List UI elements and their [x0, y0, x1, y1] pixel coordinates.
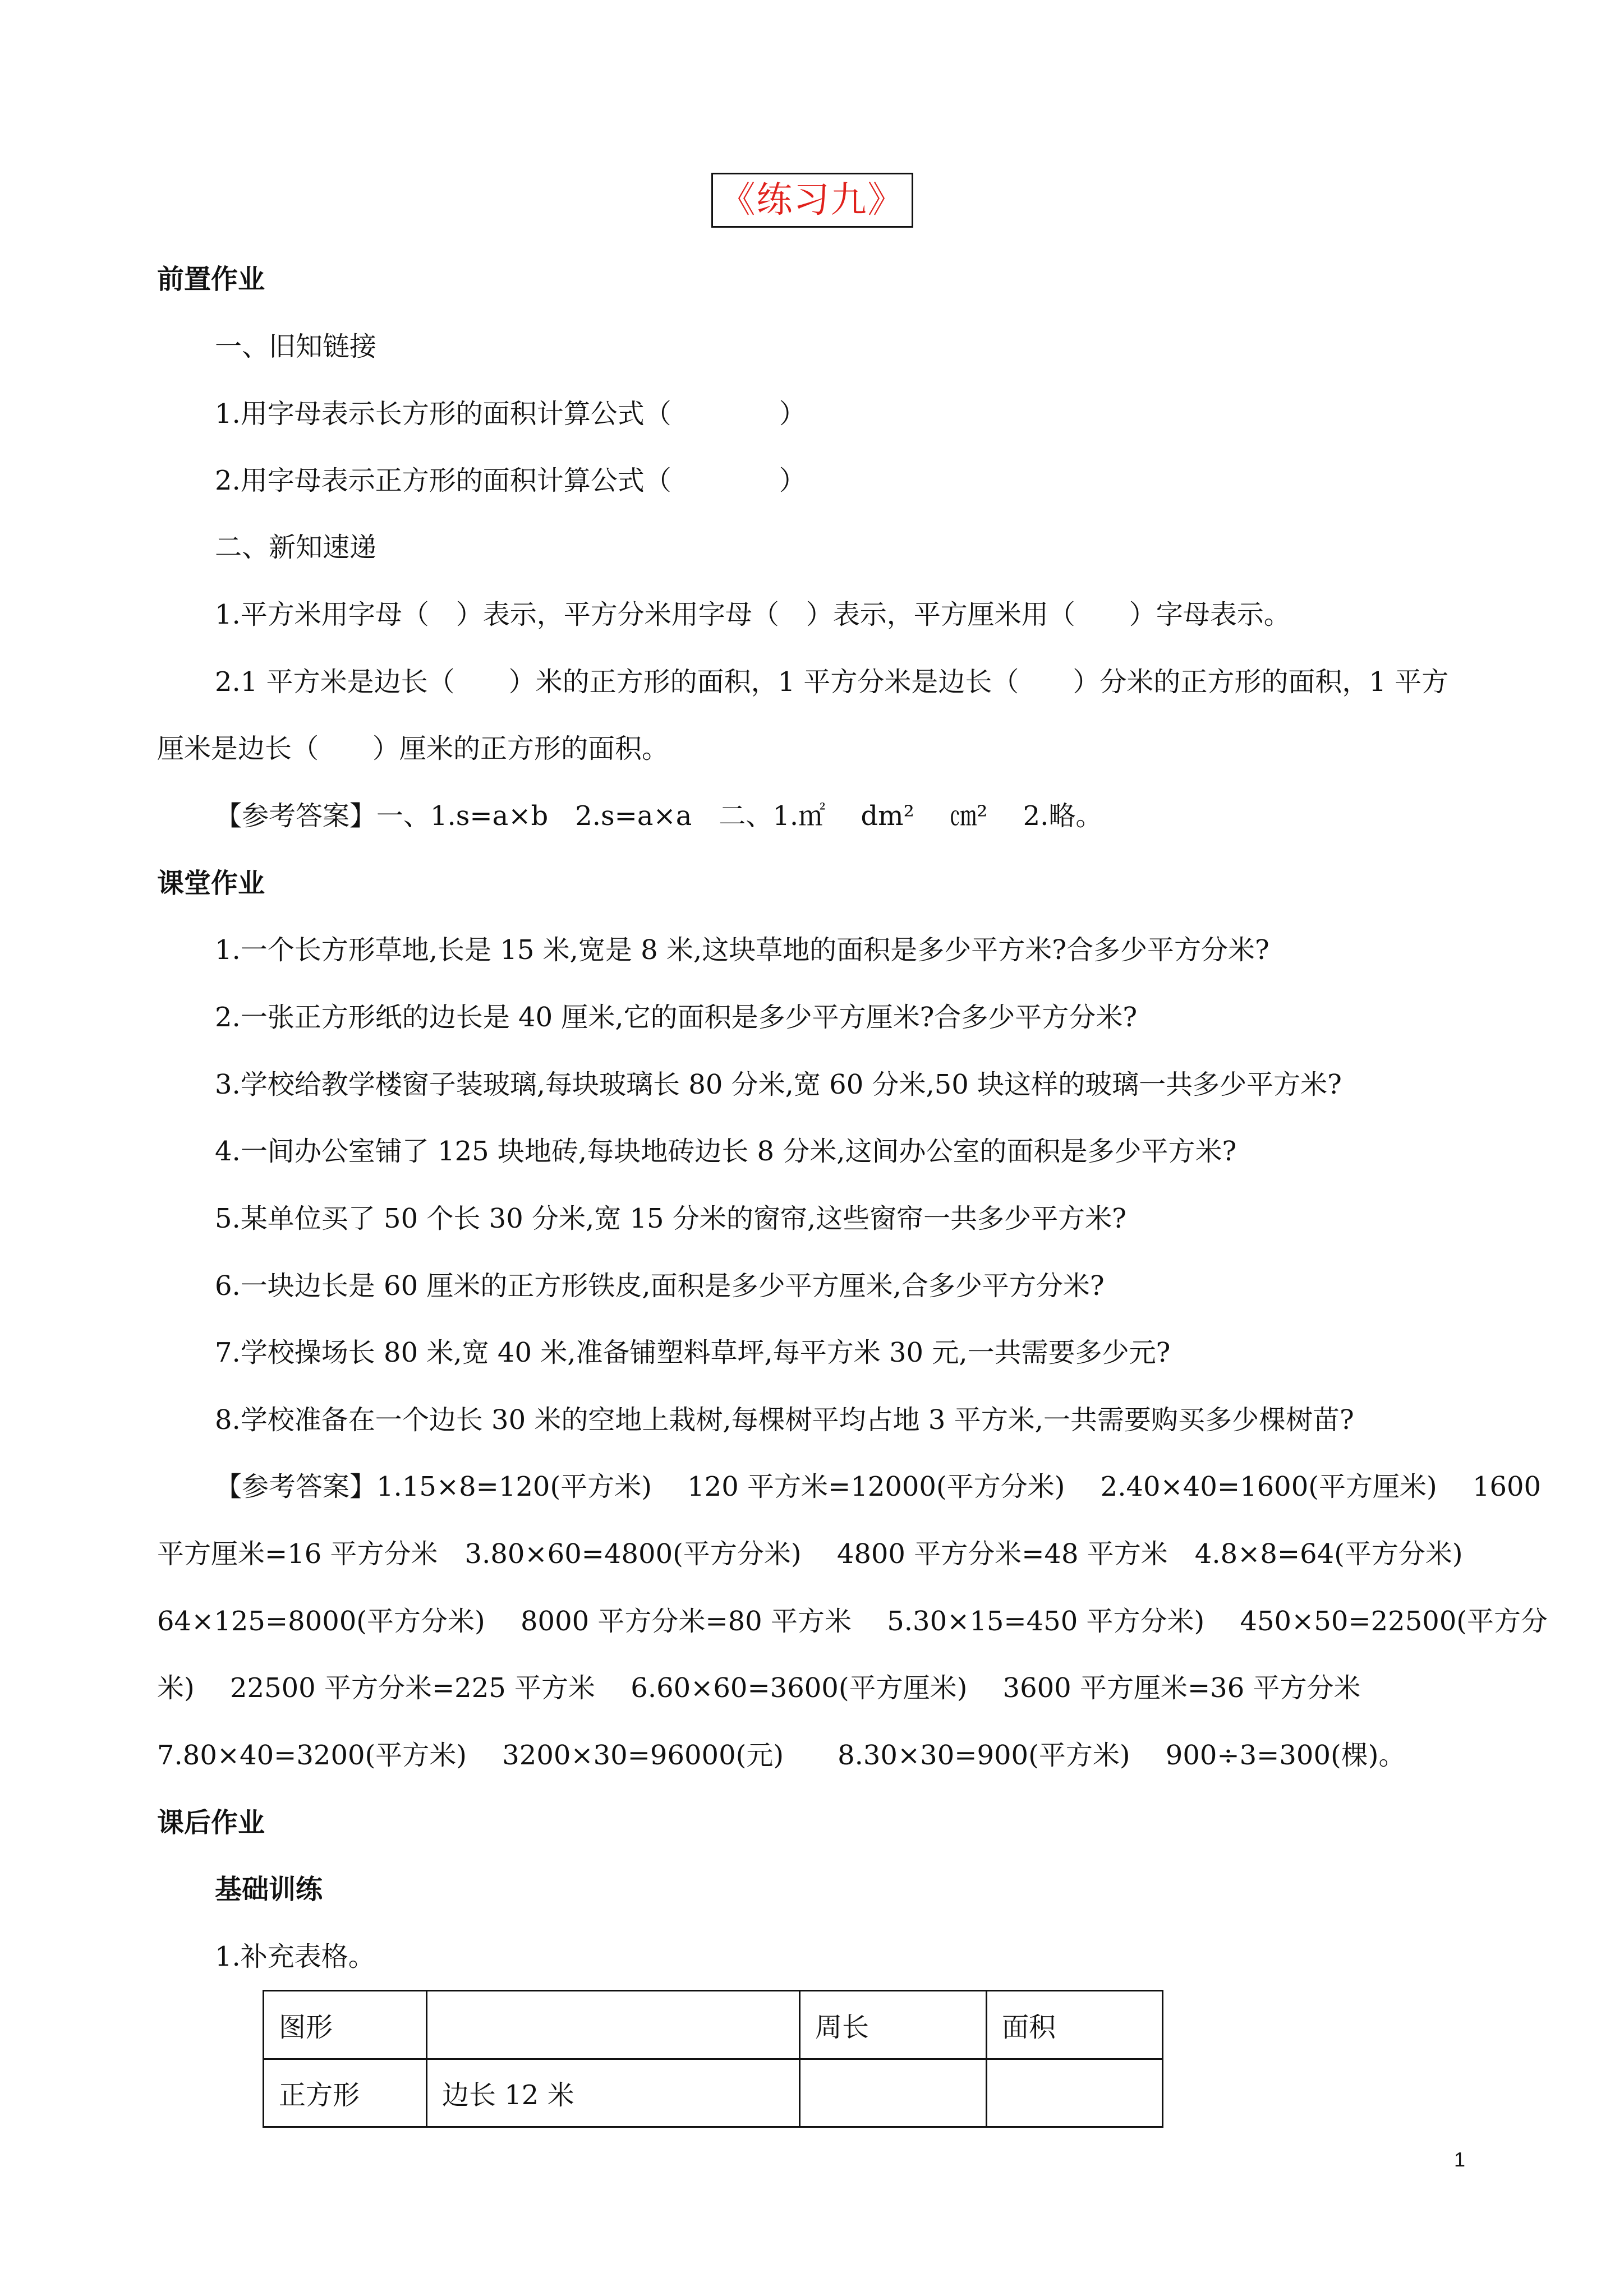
question-text: 3.学校给教学楼窗子装玻璃,每块玻璃长 80 分米,宽 60 分米,50 块这样的玻璃一共多少平方米? — [215, 1069, 1342, 1100]
question-text: 8.学校准备在一个边长 30 米的空地上栽树,每棵树平均占地 3 平方米,一共需要购买多少棵树苗? — [215, 1404, 1354, 1436]
question-text: 4.一间办公室铺了 125 块地砖,每块地砖边长 8 分米,这间办公室的面积是多少平方米? — [215, 1136, 1237, 1167]
question-text: 7.学校操场长 80 米,宽 40 米,准备铺塑料草坪,每平方米 30 元,一共需要多少元? — [215, 1337, 1171, 1368]
question-text: 5.某单位买了 50 个长 30 分米,宽 15 分米的窗帘,这些窗帘一共多少平方米? — [215, 1203, 1126, 1234]
question-text: 2.用字母表示正方形的面积计算公式（ ） — [215, 465, 806, 496]
question-text: 2.1 平方米是边长（ ）米的正方形的面积，1 平方分米是边长（ ）分米的正方形的面积，1 平方 — [215, 666, 1449, 698]
question-text: 1.用字母表示长方形的面积计算公式（ ） — [215, 398, 806, 430]
answer-text: 平方厘米=16 平方分米 3.80×60=4800(平方分米) 4800 平方分米=48 平方米 4.8×8=64(平方分米) — [157, 1538, 1463, 1570]
table-cell: 面积 — [987, 1991, 1163, 2059]
question-text: 6.一块边长是 60 厘米的正方形铁皮,面积是多少平方厘米,合多少平方分米? — [215, 1270, 1105, 1302]
answer-text: 7.80×40=3200(平方米) 3200×30=96000(元) 8.30×30=900(平方米) 900÷3=300(棵)。 — [157, 1740, 1406, 1771]
subsection-heading-new: 二、新知速递 — [215, 532, 377, 563]
table-row — [264, 2059, 1163, 2127]
table-cell — [800, 2059, 987, 2127]
answer-text: 64×125=8000(平方分米) 8000 平方分米=80 平方米 5.30×15=450 平方分米) 450×50=22500(平方分 — [157, 1606, 1548, 1637]
table-row — [264, 1991, 1163, 2059]
page-number: 1 — [1454, 2148, 1466, 2171]
table-cell: 图形 — [264, 1991, 427, 2059]
table-cell: 正方形 — [264, 2059, 427, 2127]
table-cell — [427, 1991, 800, 2059]
question-text: 厘米是边长（ ）厘米的正方形的面积。 — [157, 733, 669, 764]
fill-in-table — [263, 1990, 1163, 2128]
section-heading-pre: 前置作业 — [157, 264, 265, 295]
table-cell — [987, 2059, 1163, 2127]
subsection-heading-review: 一、旧知链接 — [215, 331, 377, 362]
question-text: 1.平方米用字母（ ）表示，平方分米用字母（ ）表示，平方厘米用（ ）字母表示。 — [215, 599, 1291, 630]
question-text: 2.一张正方形纸的边长是 40 厘米,它的面积是多少平方厘米?合多少平方分米? — [215, 1002, 1138, 1033]
section-heading-class: 课堂作业 — [157, 868, 265, 899]
question-text: 1.一个长方形草地,长是 15 米,宽是 8 米,这块草地的面积是多少平方米?合多少平方分米? — [215, 934, 1269, 966]
answer-text: 米) 22500 平方分米=225 平方米 6.60×60=3600(平方厘米) 3600 平方厘米=36 平方分米 — [157, 1672, 1361, 1704]
table-cell: 边长 12 米 — [427, 2059, 800, 2127]
subsection-heading-basic: 基础训练 — [215, 1874, 323, 1905]
title-container — [0, 173, 1624, 228]
answer-text: 【参考答案】1.15×8=120(平方米) 120 平方米=12000(平方分米) 2.40×40=1600(平方厘米) 1600 — [215, 1471, 1542, 1502]
question-text: 1.补充表格。 — [215, 1941, 375, 1972]
answer-text: 【参考答案】一、1.s=a×b 2.s=a×a 二、1.㎡ dm² ㎝² 2.略。 — [215, 800, 1103, 832]
section-heading-after: 课后作业 — [157, 1807, 265, 1838]
table-cell: 周长 — [800, 1991, 987, 2059]
document-title: 《练习九》 — [711, 173, 913, 228]
